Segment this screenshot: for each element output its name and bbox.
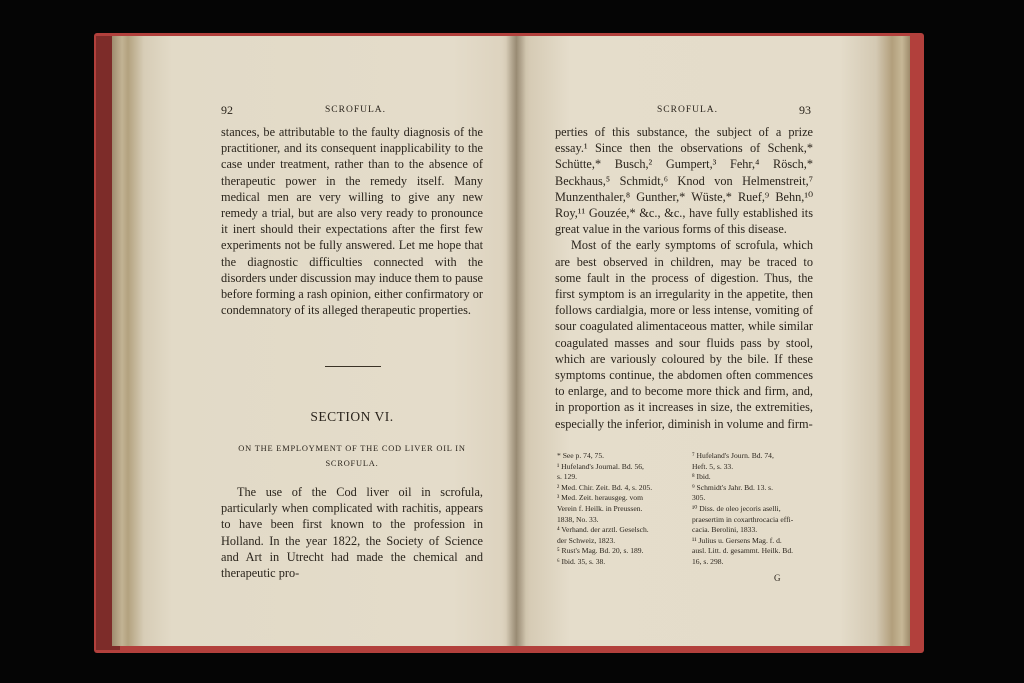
footnote-line: ² Med. Chir. Zeit. Bd. 4, s. 205.: [557, 482, 653, 492]
footnote-line: praesertim in coxarthrocacia effi-: [692, 514, 794, 524]
footnote-line: ¹¹ Julius u. Gersens Mag. f. d.: [692, 535, 782, 545]
section-paragraph: The use of the Cod liver oil in scrofula, particularly when complicated with rachitis, appears to have been first known to the profession in Holland. In the year 1822, the Society of Science and Art in Utrecht had made the chemical and therapeutic pro-: [221, 485, 483, 581]
footnote-line: 305.: [692, 493, 706, 503]
footnote-line: ⁸ Ibid.: [692, 472, 711, 482]
footnote-line: ⁴ Verhand. der arztl. Geselsch.: [557, 525, 649, 535]
footnotes-left-column: [557, 451, 687, 568]
right-paragraph-1: perties of this substance, the subject of a prize essay.¹ Since then the observations of Schenk,* Schütte,* Busch,² Gumpert,³ Fehr,⁴ Rösch,* Beckhaus,⁵ Schmidt,⁶ Knod von Helmenstreit,⁷ Munzenthaler,⁸ Gunther,* Wüste,* Ruef,⁹ Behn,¹⁰ Roy,¹¹ Gouzée,* &c., &c., have fully established its great value in the various forms of this disease.: [555, 125, 813, 237]
section-subtitle: ON THE EMPLOYMENT OF THE COD LIVER OIL IN SCROFULA.: [238, 444, 466, 468]
footnote-line: ausl. Litt. d. gesammt. Heilk. Bd.: [692, 546, 794, 556]
footnote-line: Verein f. Heilk. in Preussen.: [557, 503, 643, 513]
footnote-line: ³ Med. Zeit. herausgeg. vom: [557, 493, 643, 503]
section-divider: [325, 366, 381, 367]
footnote-line: cacia. Berolini, 1833.: [692, 525, 758, 535]
section-title: SECTION VI.: [310, 409, 394, 424]
footnote-line: ⁵ Rust's Mag. Bd. 20, s. 189.: [557, 546, 644, 556]
left-paragraph: stances, be attributable to the faulty diagnosis of the practitioner, and its consequent inapplicability to the case under treatment, rather than to the absence of therapeutic power in the remedy itself. Many medical men are very willing to give any new remedy a trial, but are also very ready to pronounce it inert should their expectations after the first few experiments not be fully answered. Let me hope that the diagnostic difficulties connected with the disorders under discussion may induce them to pause before forming a rash opinion, either confirmatory or condemnatory of its alleged therapeutic properties.: [221, 125, 483, 318]
left-page-number: 92: [221, 103, 233, 117]
footnote-line: ¹⁰ Diss. de oleo jecoris aselli,: [692, 503, 781, 513]
footnote-line: ⁷ Hufeland's Journ. Bd. 74,: [692, 451, 774, 460]
footnote-line: s. 129.: [557, 472, 578, 482]
footnote-line: 1838, No. 33.: [557, 514, 599, 524]
footnote-line: Heft. 5, s. 33.: [692, 461, 734, 471]
footnotes-right-column: [692, 451, 822, 568]
left-running-head: SCROFULA.: [325, 105, 386, 115]
footnote-line: * See p. 74, 75.: [557, 451, 605, 460]
section-body-text: [221, 484, 483, 581]
book-gutter: [506, 36, 526, 646]
right-running-head: SCROFULA.: [657, 105, 718, 115]
footnote-line: ⁹ Schmidt's Jahr. Bd. 13. s.: [692, 482, 774, 492]
footnote-line: ¹ Hufeland's Journal. Bd. 56,: [557, 461, 644, 471]
footnote-line: der Schweiz, 1823.: [557, 535, 616, 545]
left-body-text: [221, 124, 483, 318]
right-page-number: 93: [799, 103, 811, 117]
footnote-line: 16, s. 298.: [692, 556, 724, 566]
footnote-line: ⁶ Ibid. 35, s. 38.: [557, 556, 606, 566]
right-paragraph-2: Most of the early symptoms of scrofula, which are best observed in children, may be traced to some fault in the process of digestion. Thus, the first symptom is an irregularity in the appetite, then follows cardialgia, more or less intense, vomiting of sour coagulated alimentaceous matter, while similar coagulated masses and sour fluids pass by stool, which are variously coloured by the bile. If these symptoms continue, the abdomen often commences to enlarge, and to become more thick and firm, and, in proportion as it increases in size, the extremities, especially the inferior, diminish in volume and firm-: [555, 238, 813, 431]
right-body-text: [555, 124, 813, 432]
signature-mark: G: [774, 573, 781, 583]
